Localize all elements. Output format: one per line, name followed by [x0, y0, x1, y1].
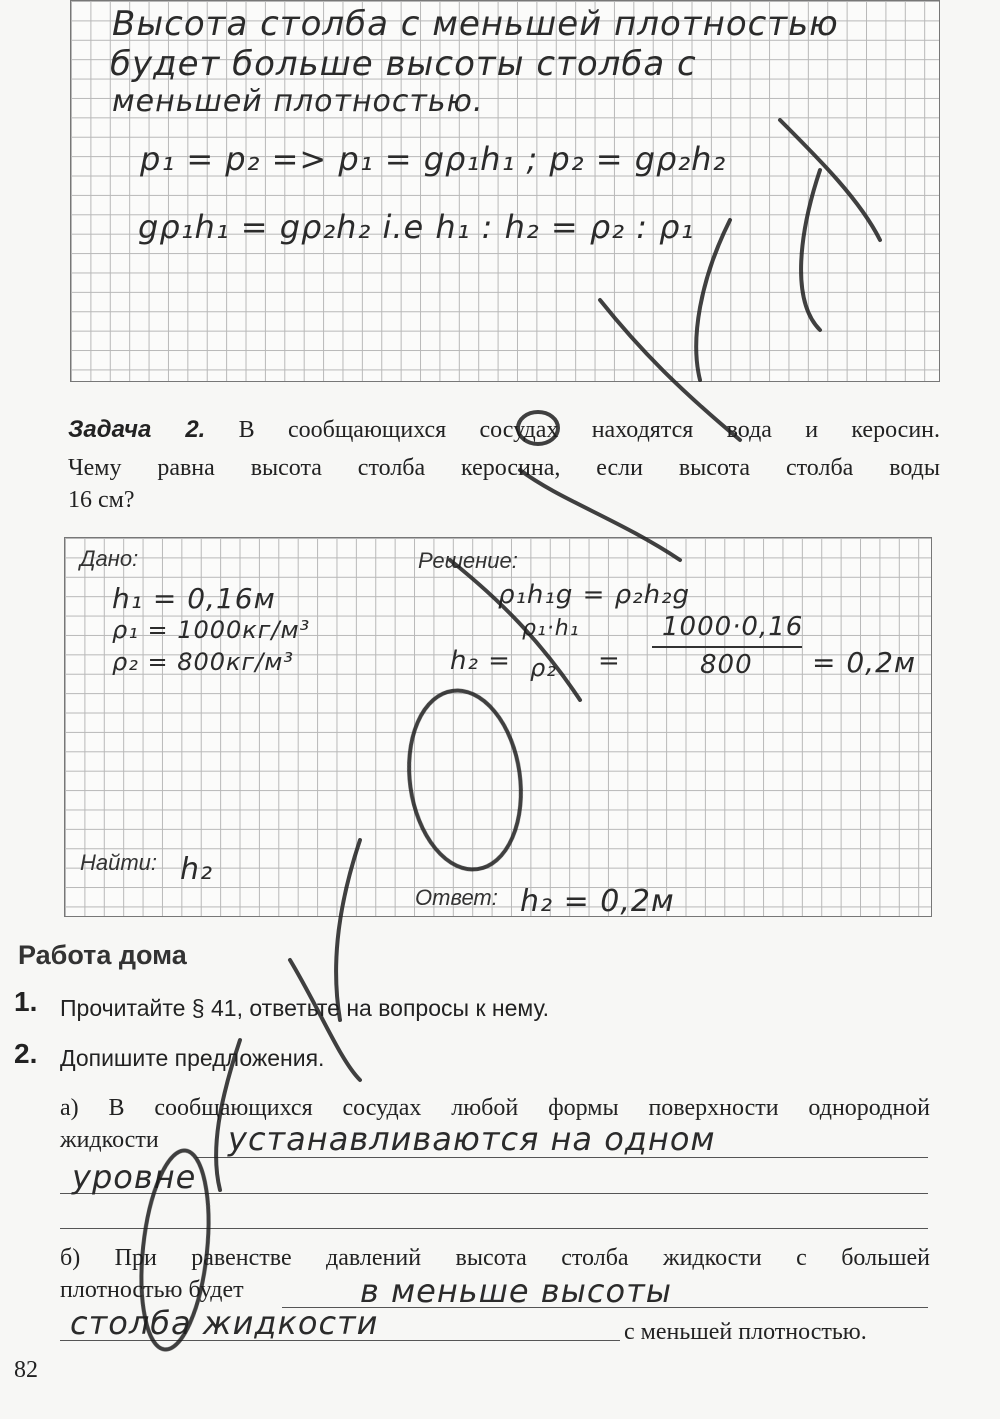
- task2-statement-line-3: 16 см?: [68, 487, 135, 513]
- handwritten-b-2: столба жидкости: [70, 1304, 379, 1342]
- solution-h2: h₂ =: [450, 646, 511, 676]
- item-1-text: Прочитайте § 41, ответьте на вопросы к нему.: [60, 995, 550, 1021]
- handwritten-a-1: устанавливаются на одном: [228, 1120, 716, 1158]
- given-rho1: ρ₁ = 1000кг/м³: [112, 616, 311, 644]
- handwritten-formula-1: p₁ = p₂ => p₁ = gρ₁h₁ ; p₂ = gρ₂h₂: [140, 140, 727, 178]
- item-1-number: 1.: [14, 986, 38, 1017]
- fill-line-a-3: [60, 1228, 928, 1229]
- task2-statement-line-2: Чему равна высота столба керосина, если высота столба воды: [68, 455, 940, 481]
- find-label: Найти:: [80, 850, 158, 875]
- solution-label: Решение:: [418, 548, 518, 573]
- page-number: 82: [14, 1357, 38, 1383]
- handwritten-formula-2: gρ₁h₁ = gρ₂h₂ i.e h₁ : h₂ = ρ₂ : ρ₁: [138, 208, 695, 246]
- handwritten-answer-line-2: будет больше высоты столба с: [110, 44, 697, 84]
- sentence-a-line-2: жидкости: [60, 1127, 159, 1153]
- handwritten-answer-line-3: меньшей плотностью.: [112, 84, 484, 119]
- task2-label: Задача 2.: [68, 416, 206, 443]
- given-rho2: ρ₂ = 800кг/м³: [112, 648, 294, 676]
- find-value: h₂: [180, 852, 214, 887]
- sentence-b-line-1: б) При равенстве давлений высота столба жидкости с большей: [60, 1245, 930, 1271]
- sentence-b-line-2: плотностью будет: [60, 1277, 244, 1303]
- answer-value: h₂ = 0,2м: [520, 884, 675, 919]
- task2-text-1: В сообщающихся сосудах находятся вода и керосин.: [238, 417, 941, 443]
- sentence-b-end: с меньшей плотностью.: [624, 1319, 867, 1345]
- answer-label: Ответ:: [415, 885, 498, 910]
- handwritten-a-2: уровне: [72, 1158, 197, 1196]
- item-2-text: Допишите предложения.: [60, 1045, 325, 1071]
- solution-equation: ρ₁h₁g = ρ₂h₂g: [498, 580, 690, 610]
- given-h1: h₁ = 0,16м: [112, 582, 276, 615]
- solution-numerator-left: ρ₁·h₁: [522, 616, 580, 641]
- solution-denominator-left: ρ₂: [530, 654, 557, 682]
- solution-numerator: 1000·0,16: [662, 612, 804, 642]
- sentence-a-line-1: а) В сообщающихся сосудах любой формы поверхности однородной: [60, 1095, 930, 1121]
- given-label: Дано:: [80, 546, 139, 571]
- handwritten-b-1: в меньше высоты: [360, 1272, 672, 1310]
- solution-result: = 0,2м: [812, 646, 917, 679]
- item-2-number: 2.: [14, 1038, 38, 1069]
- task2-statement-line-1: [68, 412, 940, 448]
- solution-equals: =: [598, 646, 621, 676]
- homework-heading: Работа дома: [18, 940, 187, 970]
- solution-denominator: 800: [700, 650, 753, 680]
- handwritten-answer-line-1: Высота столба с меньшей плотностью: [112, 4, 839, 44]
- fraction-bar: [652, 646, 802, 648]
